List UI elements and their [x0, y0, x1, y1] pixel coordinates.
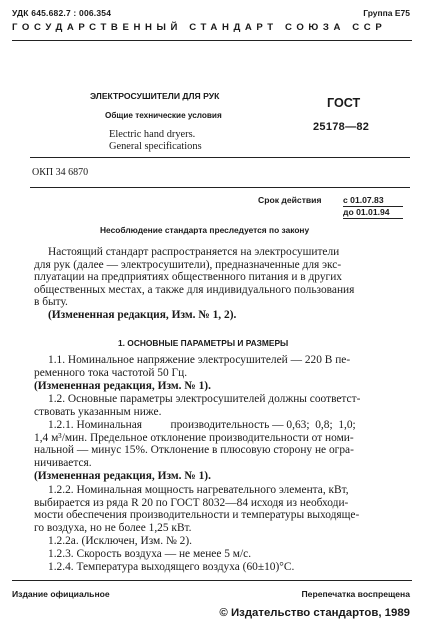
clause-line: ствовать указанным ниже. — [34, 405, 162, 418]
clause-1-1-revision: (Измененная редакция, Изм. № 1). — [34, 380, 211, 392]
validity-to: до 01.01.94 — [343, 207, 403, 219]
section-heading: 1. ОСНОВНЫЕ ПАРАМЕТРЫ И РАЗМЕРЫ — [118, 338, 289, 348]
header-rule — [12, 40, 412, 41]
english-title-line1: Electric hand dryers. — [109, 129, 196, 140]
clause-1-1 — [34, 354, 380, 379]
clause-line: ременного тока частотой 50 Гц. — [34, 366, 188, 379]
document-title: ЭЛЕКТРОСУШИТЕЛИ ДЛЯ РУК — [90, 91, 220, 101]
clause-1-2-2a: 1.2.2а. (Исключен, Изм. № 2). — [48, 535, 192, 547]
intro-paragraph — [34, 246, 380, 309]
law-note: Несоблюдение стандарта преследуется по закону — [100, 225, 310, 235]
clause-1-2 — [34, 393, 380, 418]
intro-line: общественных местах, а также для индивидуального пользования — [34, 283, 355, 296]
english-title-line2: General specifications — [109, 141, 202, 152]
intro-line: в быту. — [34, 296, 68, 309]
clause-line: го воздуха, но не более 1,25 кВт. — [34, 521, 192, 534]
udk-code: УДК 645.682.7 : 006.354 — [12, 8, 112, 18]
intro-line: для рук (далее — электросушители), предназначенные для экс- — [34, 258, 342, 271]
clause-line: 1.2. Основные параметры электросушителей должны соответст- — [48, 393, 361, 405]
clause-1-2-2 — [34, 484, 380, 534]
clause-line: 1.2.2. Номинальная мощность нагревательного элемента, кВт, — [48, 484, 349, 496]
group-code: Группа Е75 — [363, 8, 410, 18]
clause-line: ничивается. — [34, 456, 92, 469]
state-standard-banner: ГОСУДАРСТВЕННЫЙ СТАНДАРТ СОЮЗА ССР — [12, 22, 387, 33]
official-edition: Издание официальное — [12, 589, 110, 599]
reprint-prohibited: Перепечатка воспрещена — [301, 589, 410, 599]
clause-line: выбирается из ряда R 20 по ГОСТ 8032—84 исходя из необходи- — [34, 496, 349, 509]
clause-line: 1.1. Номинальное напряжение электросушителей — 220 В пе- — [48, 354, 351, 366]
document-subtitle: Общие технические условия — [105, 111, 222, 120]
validity-from: с 01.07.83 — [343, 195, 403, 207]
gost-number: 25178—82 — [313, 121, 370, 133]
clause-1-2-4: 1.2.4. Температура выходящего воздуха (60±10)°С. — [48, 561, 295, 573]
clause-1-2-3: 1.2.3. Скорость воздуха — не менее 5 м/с. — [48, 548, 252, 560]
clause-line: нальной — минус 15%. Отклонение в плюсовую сторону не огра- — [34, 444, 354, 457]
title-divider — [30, 157, 410, 158]
intro-line: плуатации на предприятиях общественного питания и в других — [34, 271, 342, 284]
okp-divider — [30, 187, 410, 188]
okp-code: ОКП 34 6870 — [32, 167, 89, 178]
validity-label: Срок действия — [258, 195, 322, 205]
gost-label: ГОСТ — [327, 96, 361, 110]
copyright: © Издательство стандартов, 1989 — [219, 607, 410, 619]
clause-line: мости обеспечения производительности и температуры выходяще- — [34, 509, 360, 522]
intro-revision: (Измененная редакция, Изм. № 1, 2). — [48, 309, 237, 321]
clause-1-2-1-revision: (Измененная редакция, Изм. № 1). — [34, 470, 211, 482]
clause-1-2-1 — [34, 419, 380, 469]
clause-line: 1,4 м³/мин. Предельное отклонение производительности от номи- — [34, 431, 354, 444]
intro-line: Настоящий стандарт распространяется на электросушители — [48, 246, 340, 258]
clause-line: 1.2.1. Номинальная производительность — 0,63; 0,8; 1,0; — [48, 419, 356, 431]
footer-rule — [12, 580, 412, 581]
